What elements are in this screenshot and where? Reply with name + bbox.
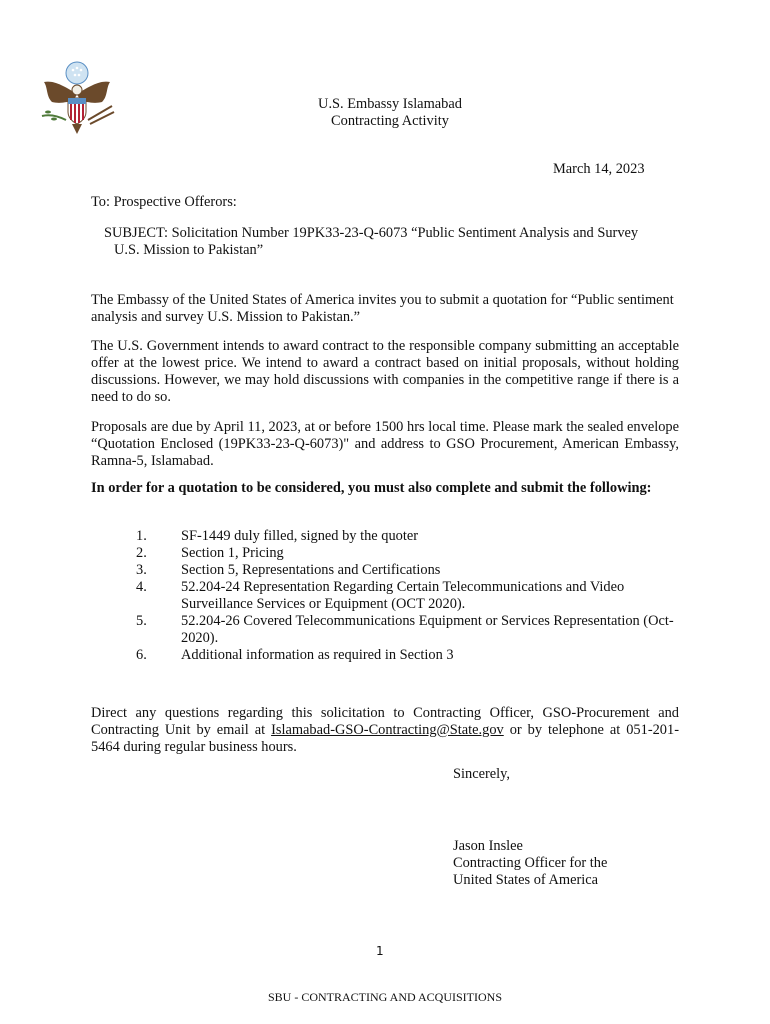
letterhead-embassy: U.S. Embassy Islamabad xyxy=(318,96,462,112)
footer-classification: SBU - CONTRACTING AND ACQUISITIONS xyxy=(267,990,502,1004)
paragraph-award-intent: The U.S. Government intends to award contract to the responsible company submitting an acceptable offer at the lowest price. We intend to award a contract based on initial proposals, without holding discussions. However, we may hold discussions with companies in the competitive range if there is a need to do so. xyxy=(91,338,679,405)
list-item-number: 3. xyxy=(136,562,147,578)
list-item-number: 5. xyxy=(136,613,147,629)
subject-line xyxy=(104,225,674,259)
list-item-number: 4. xyxy=(136,579,147,595)
list-item-text: 52.204-26 Covered Telecommunications Equipment or Services Representation (Oct-2020). xyxy=(181,613,674,646)
subject-line-2: U.S. Mission to Pakistan” xyxy=(114,242,264,258)
signatory-name: Jason Inslee xyxy=(453,838,523,854)
contact-email-link[interactable]: Islamabad-GSO-Contracting@State.gov xyxy=(271,722,504,738)
requirements-list xyxy=(91,528,681,664)
contact-text-after: or by telephone at 051-201-5464 during regular business hours. xyxy=(91,722,679,755)
paragraph-requirements-intro: In order for a quotation to be considered, you must also complete and submit the following: xyxy=(91,480,652,496)
letter-date: March 14, 2023 xyxy=(553,161,645,177)
list-item-text: SF-1449 duly filled, signed by the quoter xyxy=(181,528,419,544)
subject-line-1: SUBJECT: Solicitation Number 19PK33-23-Q-6073 “Public Sentiment Analysis and Survey xyxy=(104,225,639,241)
list-item-text: Section 1, Pricing xyxy=(181,545,284,561)
list-item-text: Additional information as required in Section 3 xyxy=(181,647,454,663)
signature-block xyxy=(453,838,607,889)
closing: Sincerely, xyxy=(453,766,511,782)
list-item xyxy=(91,545,681,562)
signatory-title-1: Contracting Officer for the xyxy=(453,855,608,871)
list-item-number: 2. xyxy=(136,545,147,561)
letterhead xyxy=(230,96,550,130)
paragraph-contact xyxy=(91,705,679,756)
list-item xyxy=(91,647,681,664)
list-item-number: 6. xyxy=(136,647,147,663)
list-item-text: Section 5, Representations and Certifications xyxy=(181,562,441,578)
paragraph-proposal-due: Proposals are due by April 11, 2023, at or before 1500 hrs local time. Please mark the sealed envelope “Quotation Enclosed (19PK33-23-Q-6073)" and address to GSO Procurement, American Embassy, Ramna-5, Islamabad. xyxy=(91,419,679,469)
salutation: To: Prospective Offerors: xyxy=(91,194,237,210)
paragraph-invitation: The Embassy of the United States of America invites you to submit a quotation for “Public sentiment analysis and survey U.S. Mission to Pakistan.” xyxy=(91,292,674,325)
list-item xyxy=(91,613,681,647)
contact-text-before: Direct any questions regarding this solicitation to Contracting Officer, GSO-Procurement and Contracting Unit by email at xyxy=(91,705,679,738)
list-item-text: 52.204-24 Representation Regarding Certain Telecommunications and Video Surveillance Services or Equipment (OCT 2020). xyxy=(181,579,625,612)
list-item xyxy=(91,562,681,579)
embassy-seal-logo xyxy=(34,56,120,142)
letterhead-activity: Contracting Activity xyxy=(331,113,449,129)
list-item xyxy=(91,528,681,545)
signatory-title-2: United States of America xyxy=(453,872,599,888)
page-number: 1 xyxy=(376,944,384,958)
list-item-number: 1. xyxy=(136,528,147,544)
list-item xyxy=(91,579,681,613)
